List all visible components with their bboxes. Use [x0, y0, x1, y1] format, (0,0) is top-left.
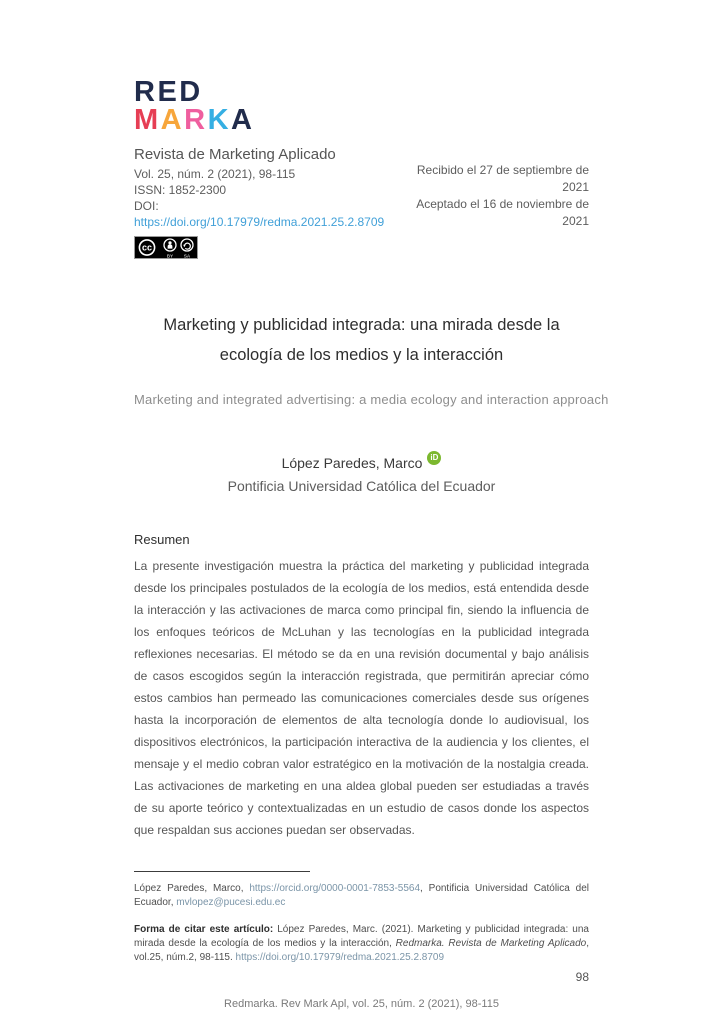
article-title-en: Marketing and integrated advertising: a media ecology and interaction approach: [134, 392, 609, 407]
footnote-author: López Paredes, Marco,: [134, 883, 250, 894]
issn-line: ISSN: 1852-2300: [134, 183, 227, 197]
orcid-link[interactable]: https://orcid.org/0000-0001-7853-5564: [249, 883, 421, 894]
logo-line-red: RED: [134, 76, 203, 108]
volume-line: Vol. 25, núm. 2 (2021), 98-115: [134, 167, 296, 181]
received-date: Recibido el 27 de septiembre de 2021: [416, 163, 589, 194]
header-meta: [134, 144, 589, 230]
logo-letter: K: [207, 104, 232, 136]
journal-name: Revista de Marketing Aplicado: [134, 146, 336, 163]
svg-text:cc: cc: [141, 242, 153, 253]
journal-logo: [134, 78, 589, 134]
author-block: [134, 451, 589, 471]
citation-note: [134, 923, 589, 965]
doi-label: DOI:: [134, 199, 159, 213]
citation-doi-link[interactable]: https://doi.org/10.17979/redma.2021.25.2.8709: [235, 952, 445, 963]
logo-line-marka: [134, 106, 589, 134]
orcid-icon[interactable]: iD: [427, 451, 441, 465]
doi-line: [134, 198, 397, 230]
accepted-date: Aceptado el 16 de noviembre de 2021: [416, 197, 589, 228]
citation-body: López Paredes, Marc. (2021). Marketing y publicidad integrada: una mirada desde la ecología de los medios y la interacción,: [134, 924, 589, 949]
logo-letter: A: [160, 104, 185, 136]
article-title-es: Marketing y publicidad integrada: una mirada desde la ecología de los medios y la interacción: [163, 316, 560, 364]
abstract-heading: Resumen: [134, 532, 190, 547]
footnote-block: [134, 871, 589, 965]
citation-journal: Redmarka. Revista de Marketing Aplicado: [395, 938, 587, 949]
cc-by-sa-badge-icon: [134, 236, 198, 259]
running-footer: Redmarka. Rev Mark Apl, vol. 25, núm. 2 (2021), 98-115: [224, 998, 499, 1010]
doi-link[interactable]: https://doi.org/10.17979/redma.2021.25.2.8709: [134, 215, 385, 229]
author-affiliation: Pontificia Universidad Católica del Ecuador: [227, 478, 496, 494]
svg-text:BY: BY: [166, 253, 174, 259]
abstract-text: La presente investigación muestra la práctica del marketing y publicidad integrada desde los principales postulados de la ecología de los medios, está entendida desde la interacción y las activaciones de marca como principal fin, siendo la influencia de los enfoques teóricos de McLuhan y las tecnologías en la publicidad integrada reflexiones necesarias. El método se da en una revisión documental y bajo análisis de casos escogidos según la interacción registrada, que permitirán apreciar cómo estos cambios han permeado las comunicaciones comerciales desde sus orígenes hasta la incorporación de elementos de alta tecnología donde lo audiovisual, los dispositivos electrónicos, la participación interactiva de la audiencia y los clientes, el mensaje y el medio cobran valor estratégico en la motivación de la nostalgia creada. Las activaciones de marketing en una aldea global pueden ser estudiadas a través de su aporte teórico y contextualizadas en un estudio de casos donde los aspectos que respaldan sus acciones puedan ser observadas.: [134, 559, 589, 837]
author-name: López Paredes, Marco: [281, 455, 423, 471]
footnote-affiliation: , Pontificia Universidad Católica del Ecuador,: [134, 883, 589, 908]
logo-letter: M: [134, 104, 161, 136]
footnote-rule: [134, 871, 310, 872]
dates-block: [397, 162, 589, 230]
page-number: 98: [575, 970, 589, 984]
citation-label: Forma de citar este artículo:: [134, 924, 278, 935]
citation-tail: , vol.25, núm.2, 98-115.: [134, 938, 590, 963]
logo-letter: R: [184, 104, 208, 136]
email-link[interactable]: mvlopez@pucesi.edu.ec: [176, 897, 286, 908]
svg-text:SA: SA: [183, 253, 191, 259]
cc-by-sa-badge[interactable]: [134, 236, 198, 264]
journal-info: [134, 144, 397, 230]
logo-letter: A: [231, 104, 255, 136]
author-footnote: [134, 882, 589, 910]
